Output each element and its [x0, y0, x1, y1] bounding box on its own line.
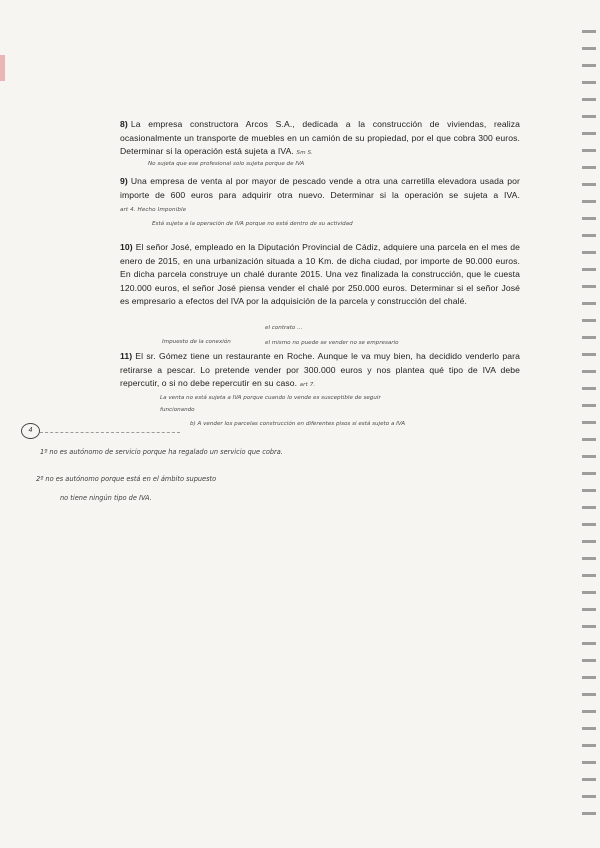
problem-8 — [120, 118, 520, 161]
problem-number: 8) — [120, 119, 128, 129]
problem-text: El señor José, empleado en la Diputación Provincial de Cádiz, adquiere una parcela en el mes de enero de 2015, en una urbanización situada a 10 Km. de dicha ciudad, por importe de 90.000 euros. En dicha parcela construye un chalé durante 2015. Una vez finalizada la construcción, que le cuesta 120.000 euros, el señor José piensa vender el chalé por 250.000 euros. Determinar si el señor José es empresario a efectos del IVA por la adquisición de la parcela y construcción del chalé. — [120, 242, 520, 306]
handwritten-note-9: Está sujeta a la operación de IVA porque no está dentro de su actividad — [152, 221, 353, 227]
problem-number: 10) — [120, 242, 133, 252]
problem-text: La empresa constructora Arcos S.A., dedicada a la construcción de viviendas, realiza ocasionalmente un transporte de muebles en un camión de su propiedad, por el que cobra 300 euros. Determinar si la operación está sujeta a IVA. — [120, 119, 520, 156]
problem-number: 9) — [120, 176, 128, 186]
problem-number: 11) — [120, 351, 133, 361]
notebook-spiral — [582, 20, 596, 828]
handwritten-line-2: 2º no es autónomo porque está en el ámbito supuesto — [36, 475, 217, 483]
margin-note: art 4. Hecho Imponible — [120, 207, 187, 213]
problem-10 — [120, 241, 520, 309]
handwritten-note-10a: el contrato ... — [265, 325, 303, 331]
handwritten-note-10c: el mismo no puede se vender no se empresario — [265, 340, 399, 346]
handwritten-note-8: No sujeta que ese profesional solo sujeta porque de IVA — [148, 161, 305, 167]
margin-mark — [0, 55, 5, 81]
margin-note: art 7. — [299, 382, 316, 388]
circled-number: 4 — [21, 423, 40, 439]
handwritten-note-11a: La venta no está sujeta a IVA porque cuando lo vende es susceptible de seguir — [160, 395, 381, 401]
handwritten-note-10b: Impuesto de la conexión — [162, 339, 231, 345]
handwritten-line-3: no tiene ningún tipo de IVA. — [60, 494, 152, 502]
problem-11 — [120, 350, 520, 393]
problem-text: Una empresa de venta al por mayor de pescado vende a otra una carretilla elevadora usada por importe de 600 euros para adquirir otra nuevo. Determinar si la operación se sujeta a IVA. — [120, 176, 520, 200]
problem-text: El sr. Gómez tiene un restaurante en Roche. Aunque le va muy bien, ha decidido venderlo para retirarse a pescar. Lo pretende vender por 300.000 euros y nos plantea qué tipo de IVA debe repercutir, o si no debe repercutir en su caso. — [120, 351, 520, 388]
margin-note: Sm S. — [296, 150, 314, 156]
handwritten-line-1: 1º no es autónomo de servicio porque ha regalado un servicio que cobra. — [40, 448, 283, 456]
handwritten-note-11b: funcionando — [160, 407, 195, 413]
divider-line — [40, 432, 180, 433]
handwritten-note-11c: b) A vender los parcelas construcción en diferentes pisos si está sujeto a IVA — [190, 421, 406, 427]
problem-9 — [120, 175, 520, 218]
